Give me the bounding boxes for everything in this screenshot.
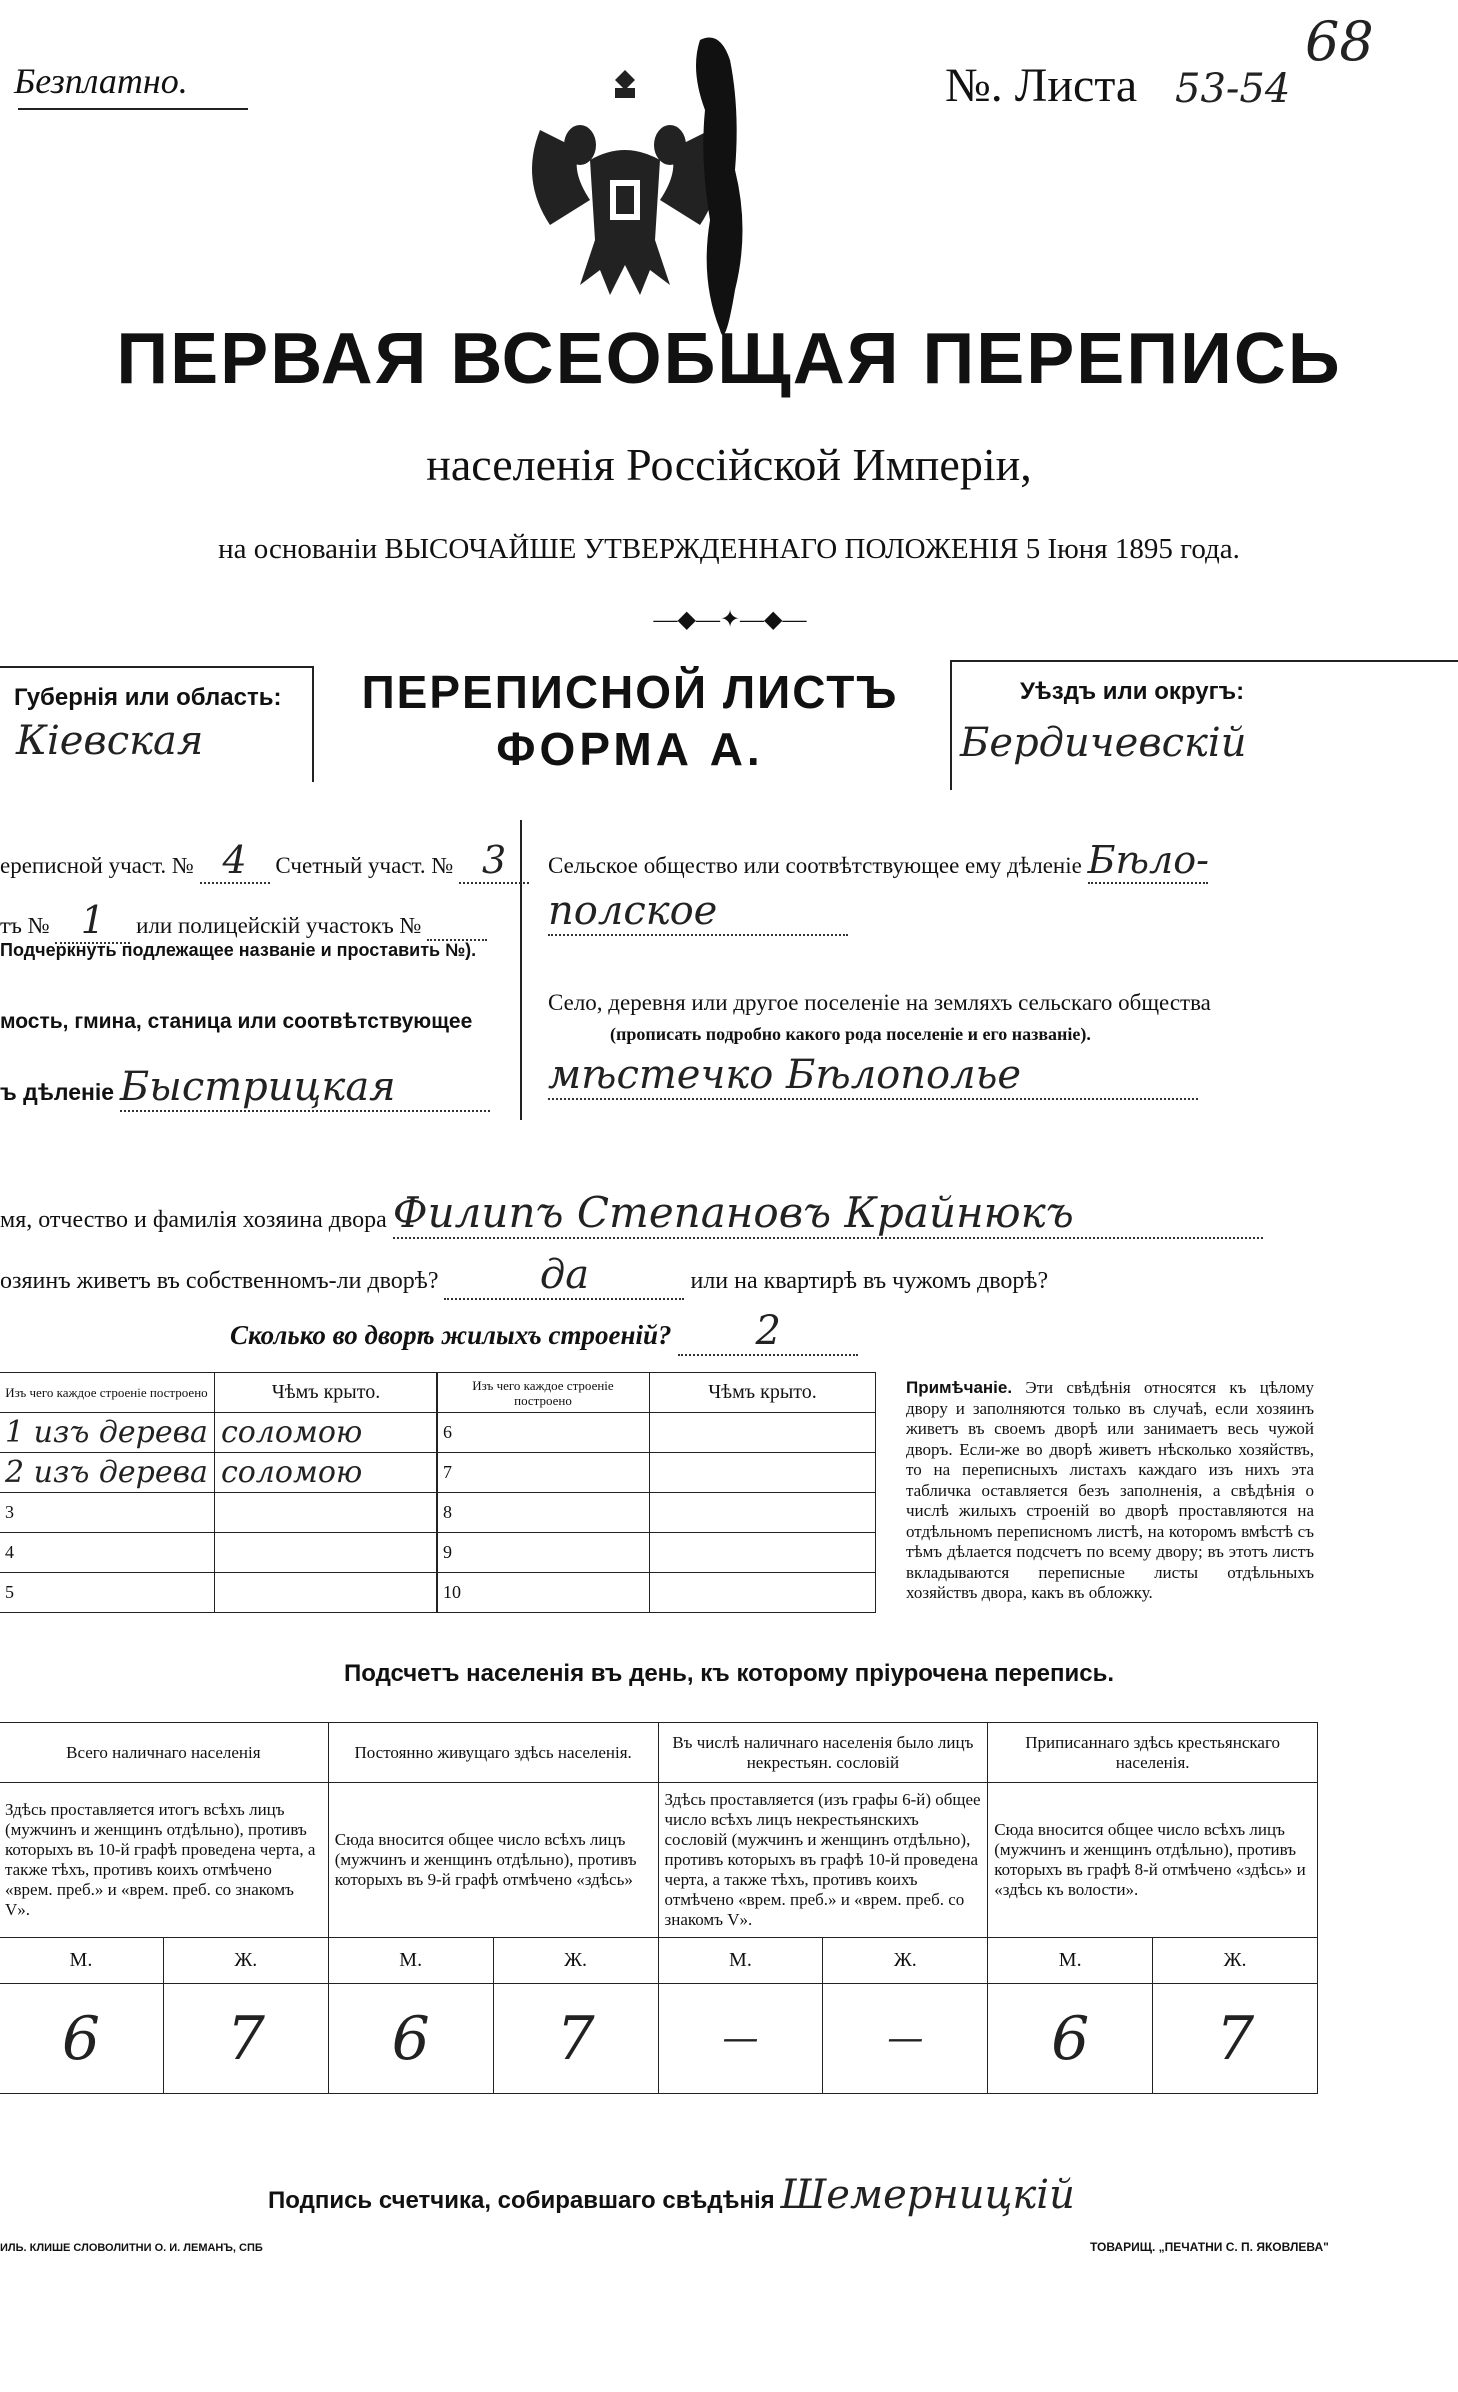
note-title: Примѣчаніе. — [906, 1378, 1013, 1397]
division-value: Быстрицкая — [120, 1064, 490, 1112]
m-label: М. — [988, 1938, 1153, 1984]
row-no: 5 — [0, 1573, 214, 1613]
buildings-label: Сколько во дворѣ жилыхъ строеній? — [230, 1320, 672, 1350]
note — [906, 1378, 1314, 1604]
village-label: Село, деревня или другое поселеніе на земляхъ сельскаго общества — [548, 990, 1211, 1015]
row-no: 2 — [5, 1455, 25, 1490]
row-no: 10 — [437, 1573, 650, 1613]
owner-lives-value: да — [444, 1252, 684, 1300]
society-value-1: Бѣло- — [1087, 838, 1209, 882]
society-label: Сельское общество или соотвѣтствующее ему дѣленіе — [548, 853, 1082, 878]
col-roof-header: Чѣмъ крыто. — [214, 1373, 437, 1413]
count-area-label: Счетный участ. № — [275, 853, 454, 878]
total-m-value: 6 — [0, 1984, 163, 2094]
f-label: Ж. — [1153, 1938, 1318, 1984]
area-instruction: Подчеркнуть подлежащее названіе и проставить №). — [0, 940, 477, 960]
corner-mark: 68 — [1305, 10, 1374, 73]
ornament-divider: —◆—✦—◆— — [653, 607, 807, 633]
footer-left: ИЛЬ. КЛИШЕ СЛОВОЛИТНИ О. И. ЛЕМАНЪ, СПБ — [0, 2242, 263, 2254]
stan-row — [0, 898, 487, 944]
pop-col-total-desc: Здѣсь проставляется итогъ всѣхъ лицъ (мужчинъ и женщинъ отдѣльно), противъ которыхъ въ 10-й графѣ проведена черта, а также тѣхъ, противъ коихъ отмѣчено «врем. преб.» и «врем. преб. со знакомъ V». — [0, 1783, 328, 1938]
pop-col-ascribed-desc: Сюда вносится общее число всѣхъ лицъ (мужчинъ и женщинъ отдѣльно), противъ которыхъ въ графѣ 8-й отмѣчено «здѣсь» и «здѣсь къ волости». — [988, 1783, 1318, 1938]
buildings-table-left — [0, 1372, 438, 1613]
table-row — [0, 1533, 438, 1573]
owner-name-label: мя, отчество и фамилія хозяина двора — [0, 1207, 387, 1233]
buildings-table-right — [436, 1372, 876, 1613]
row-material: изъ дерева — [33, 1455, 208, 1490]
table-row — [0, 1453, 438, 1493]
society-value-2: полское — [548, 888, 848, 936]
nonpeasant-m-value: — — [658, 1984, 823, 2094]
pop-col-ascribed-head: Приписаннаго здѣсь крестьянскаго населенія. — [988, 1723, 1318, 1783]
buildings-row — [230, 1308, 858, 1356]
pop-col-resident-head: Постоянно живущаго здѣсь населенія. — [328, 1723, 658, 1783]
ink-blot — [680, 30, 760, 360]
table-row — [0, 1413, 438, 1453]
note-text: Эти свѣдѣнія относятся къ цѣлому двору и заполняются только въ случаѣ, если хозяинъ живетъ въ своемъ дворѣ или занимаетъ весь чужой дворъ. Если-же во дворѣ живетъ нѣсколько хозяйствъ, то на переписныхъ листахъ каждаго изъ нихъ эта табличка оставляется безъ заполненія, а свѣдѣнія о числѣ жилыхъ строеній во дворѣ проставляются на отдѣльномъ переписномъ листѣ, на которомъ вмѣстѣ съ тѣмъ дѣлается подсчетъ по всему двору; въ этотъ листъ вкладываются переписные листы отдѣльныхъ хозяйствъ двора, какъ въ обложку. — [906, 1378, 1314, 1602]
stan-label: тъ № — [0, 913, 50, 938]
division-row — [0, 1064, 490, 1112]
m-label: М. — [328, 1938, 493, 1984]
col-material-header: Изъ чего каждое строеніе построено — [0, 1373, 214, 1413]
footer-right: ТОВАРИЩ. „ПЕЧАТНИ С. П. ЯКОВЛЕВА" — [1090, 2240, 1329, 2254]
district-value: Бердичевскій — [960, 720, 1247, 766]
m-label: М. — [658, 1938, 823, 1984]
sheet-number-label: №. Листа — [945, 59, 1138, 112]
row-no: 4 — [0, 1533, 214, 1573]
f-label: Ж. — [493, 1938, 658, 1984]
free-label: Безплатно. — [14, 61, 188, 101]
ascribed-f-value: 7 — [1153, 1984, 1318, 2094]
owner-or-label: или на квартирѣ въ чужомъ дворѣ? — [690, 1268, 1049, 1294]
row-no: 9 — [437, 1533, 650, 1573]
count-area-value: 3 — [459, 838, 529, 884]
owner-lives-row — [0, 1252, 1048, 1300]
police-value — [427, 913, 487, 941]
row-no: 8 — [437, 1493, 650, 1533]
signature-row — [268, 2172, 1111, 2218]
owner-lives-label: озяинъ живетъ въ собственномъ-ли дворѣ? — [0, 1268, 439, 1294]
form-name: ФОРМА А. — [496, 723, 764, 775]
row-no: 6 — [437, 1413, 650, 1453]
table-row — [437, 1533, 876, 1573]
sheet-number-value: 53-54 — [1175, 66, 1291, 112]
population-table — [0, 1722, 1318, 2094]
province-value: Кіевская — [16, 718, 204, 764]
ascribed-m-value: 6 — [988, 1984, 1153, 2094]
village-note: (прописать подробно какого рода поселеніе и его названіе). — [610, 1024, 1091, 1044]
table-row — [437, 1413, 876, 1453]
free-underline — [18, 108, 248, 110]
census-area-row — [0, 838, 529, 884]
volost-label: мость, гмина, станица или соотвѣтствующее — [0, 1010, 473, 1033]
page-subtitle: населенія Россійской Имперіи, — [426, 439, 1032, 490]
page-basis: на основаніи ВЫСОЧАЙШЕ УТВЕРЖДЕННАГО ПОЛОЖЕНІЯ 5 Іюня 1895 года. — [218, 533, 1240, 565]
province-label: Губернія или область: — [14, 684, 282, 711]
population-title: Подсчетъ населенія въ день, къ которому пріурочена перепись. — [344, 1660, 1114, 1687]
col-roof-header: Чѣмъ крыто. — [650, 1373, 876, 1413]
owner-name-row — [0, 1188, 1263, 1239]
total-f-value: 7 — [163, 1984, 328, 2094]
table-row — [437, 1573, 876, 1613]
row-no: 3 — [0, 1493, 214, 1533]
signature-label: Подпись счетчика, собиравшаго свѣдѣнія — [268, 2187, 775, 2214]
society-row — [548, 838, 1208, 884]
table-row — [437, 1493, 876, 1533]
census-area-label: ереписной участ. № — [0, 853, 194, 878]
resident-f-value: 7 — [493, 1984, 658, 2094]
resident-m-value: 6 — [328, 1984, 493, 2094]
stan-value: 1 — [55, 898, 130, 944]
pop-col-nonpeasant-head: Въ числѣ наличнаго населенія было лицъ некрестьян. сословій — [658, 1723, 988, 1783]
pop-col-resident-desc: Сюда вносится общее число всѣхъ лицъ (мужчинъ и женщинъ отдѣльно), противъ которыхъ въ 9-й графѣ отмѣчено «здѣсь» — [328, 1783, 658, 1938]
owner-name-value: Филипъ Степановъ Крайнюкъ — [393, 1188, 1263, 1239]
row-roof: соломою — [214, 1413, 437, 1453]
pop-col-total-head: Всего наличнаго населенія — [0, 1723, 328, 1783]
census-area-value: 4 — [200, 838, 270, 884]
form-title: ПЕРЕПИСНОЙ ЛИСТЪ — [361, 666, 899, 718]
pop-col-nonpeasant-desc: Здѣсь проставляется (изъ графы 6-й) общее число всѣхъ лицъ некрестьянскихъ сословій (мужчинъ и женщинъ отдѣльно), противъ которыхъ въ графѣ 10-й проведена черта, а также тѣхъ, противъ коихъ отмѣчено «врем. преб.» и «врем. преб. со знакомъ V». — [658, 1783, 988, 1938]
table-row — [437, 1453, 876, 1493]
f-label: Ж. — [823, 1938, 988, 1984]
f-label: Ж. — [163, 1938, 328, 1984]
nonpeasant-f-value: — — [823, 1984, 988, 2094]
col-material-header: Изъ чего каждое строеніе построено — [437, 1373, 650, 1413]
signature-value: Шемерницкій — [780, 2172, 1075, 2218]
village-value: мѣстечко Бѣлополье — [548, 1052, 1198, 1100]
district-label: Уѣздъ или округъ: — [1020, 678, 1245, 705]
row-material: изъ дерева — [33, 1415, 208, 1450]
row-roof: соломою — [214, 1453, 437, 1493]
table-row — [0, 1493, 438, 1533]
buildings-value: 2 — [678, 1308, 858, 1356]
table-row — [0, 1573, 438, 1613]
m-label: М. — [0, 1938, 163, 1984]
police-label: или полицейскій участокъ № — [136, 913, 422, 938]
row-no: 1 — [5, 1415, 25, 1450]
row-no: 7 — [437, 1453, 650, 1493]
page-title: ПЕРВАЯ ВСЕОБЩАЯ ПЕРЕПИСЬ — [116, 319, 1342, 399]
division-label: ъ дѣленіе — [0, 1079, 115, 1105]
